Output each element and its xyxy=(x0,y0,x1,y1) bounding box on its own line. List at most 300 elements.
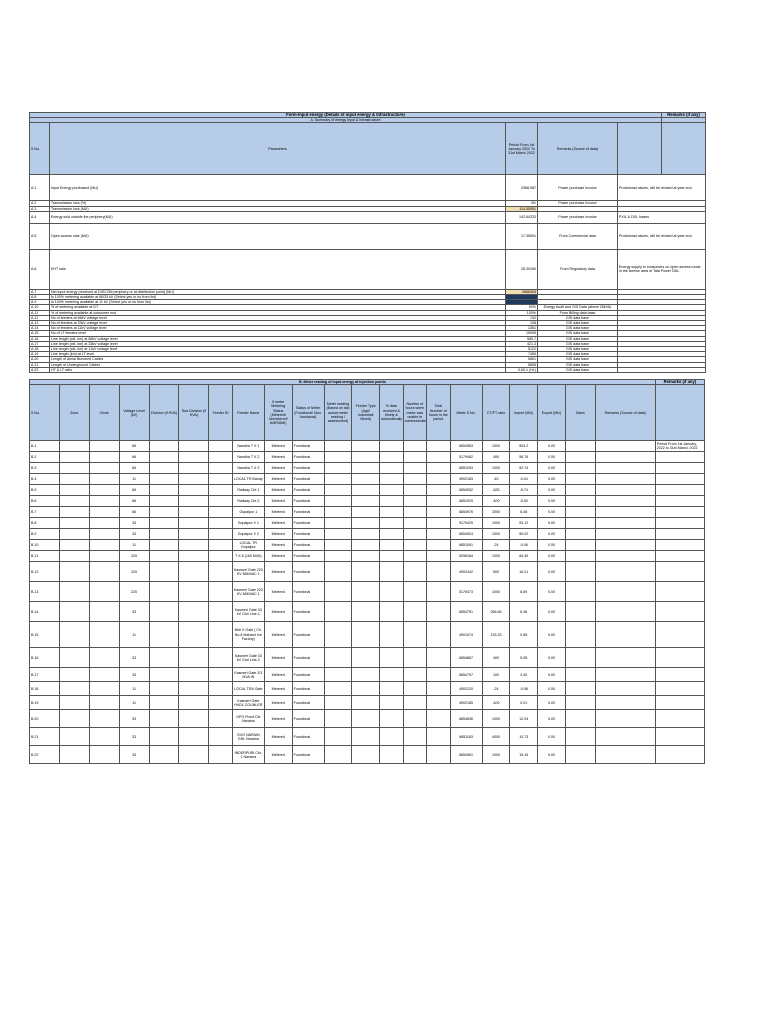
row-feeder-name: INDERPURI Ckt-1 Naraina xyxy=(232,746,264,764)
empty-cell xyxy=(149,507,179,518)
row-parameter: Input Energy purchased (MU) xyxy=(50,175,506,201)
empty-cell xyxy=(595,551,655,562)
row-sno: B.14 xyxy=(30,602,60,622)
row-export: 0.00 xyxy=(538,648,566,668)
row-sno: B.16 xyxy=(30,648,60,668)
empty-cell xyxy=(427,582,450,602)
empty-cell xyxy=(380,463,403,474)
empty-cell xyxy=(427,441,450,452)
empty-cell xyxy=(89,562,119,582)
row-meter-status: Functional xyxy=(292,452,324,463)
row-sno: A.11 xyxy=(30,310,50,315)
row-metering-status: Metered xyxy=(264,746,292,764)
empty-cell xyxy=(209,518,232,529)
row-sno: B.11 xyxy=(30,551,60,562)
row-value: 92% xyxy=(506,305,538,310)
row-remark xyxy=(655,622,704,648)
empty-cell xyxy=(179,696,209,710)
row-parameter: HT & LT ratio xyxy=(50,367,506,372)
row-feeder-name: Kasmeri Gate 2/3 MVA IN xyxy=(232,668,264,682)
row-ratio: -40 xyxy=(482,474,510,485)
row-metering-status: Metered xyxy=(264,507,292,518)
row-import: 52.74 xyxy=(510,463,538,474)
table-row xyxy=(30,441,705,452)
row-parameter: Line length (ckt. km) at 11kV voltage level xyxy=(50,347,506,352)
empty-cell xyxy=(427,682,450,696)
empty-cell xyxy=(324,728,352,746)
empty-cell xyxy=(149,602,179,622)
row-sno: A.6 xyxy=(30,249,50,289)
empty-cell xyxy=(565,551,595,562)
row-value: 100% xyxy=(506,310,538,315)
row-export: 0.00 xyxy=(538,622,566,648)
row-voltage: 66 xyxy=(119,485,149,496)
empty-cell xyxy=(324,518,352,529)
row-meter-status: Functional xyxy=(292,602,324,622)
table-row xyxy=(30,367,706,372)
row-import: 56.76 xyxy=(510,452,538,463)
row-meter-status: Functional xyxy=(292,682,324,696)
empty-cell xyxy=(403,529,426,540)
row-export: 0.00 xyxy=(538,540,566,551)
table-row xyxy=(30,562,705,582)
empty-cell xyxy=(179,529,209,540)
empty-cell xyxy=(209,485,232,496)
empty-cell xyxy=(427,507,450,518)
empty-cell xyxy=(352,474,380,485)
row-remark xyxy=(655,529,704,540)
empty-cell xyxy=(380,507,403,518)
empty-cell xyxy=(59,441,89,452)
row-import: 12.04 xyxy=(510,710,538,728)
row-value: 28.30160 xyxy=(506,249,538,289)
row-value: 0.60:1 (HL) xyxy=(506,367,538,372)
empty-cell xyxy=(149,696,179,710)
empty-cell xyxy=(427,648,450,668)
row-metering-status: Metered xyxy=(264,668,292,682)
row-meter-status: Functional xyxy=(292,582,324,602)
empty-cell xyxy=(403,682,426,696)
ratio-header: CT/PT ratio xyxy=(482,385,510,441)
empty-cell xyxy=(324,452,352,463)
empty-cell xyxy=(427,452,450,463)
row-export: 0.00 xyxy=(538,452,566,463)
row-remark xyxy=(655,474,704,485)
row-voltage: 11 xyxy=(119,540,149,551)
empty-cell xyxy=(427,485,450,496)
row-import: 503.2 xyxy=(510,441,538,452)
row-export: 0.00 xyxy=(538,496,566,507)
row-feeder-name: Gopalpur X 1 xyxy=(232,518,264,529)
empty-cell xyxy=(565,710,595,728)
row-import: 6.36 xyxy=(510,602,538,622)
row-ratio: 4000 xyxy=(482,728,510,746)
row-ratio: 400 xyxy=(482,452,510,463)
row-sno: A.1 xyxy=(30,175,50,201)
row-export: 0.00 xyxy=(538,582,566,602)
table-row xyxy=(30,622,705,648)
empty-cell xyxy=(179,507,209,518)
empty-cell xyxy=(324,551,352,562)
row-sno: B.3 xyxy=(30,463,60,474)
row-export: 0.00 xyxy=(538,602,566,622)
row-sno: B.7 xyxy=(30,507,60,518)
empty-cell xyxy=(179,551,209,562)
row-ratio: -625 xyxy=(482,485,510,496)
empty-cell xyxy=(352,728,380,746)
row-feeder-name: Railway Ckt 2 xyxy=(232,496,264,507)
empty-cell xyxy=(59,496,89,507)
import-header: Import (MU) xyxy=(510,385,538,441)
section-a-subtitle: A. Summary of energy input & Infrastructure xyxy=(30,118,662,123)
empty-cell xyxy=(59,452,89,463)
row-export: 0.00 xyxy=(538,682,566,696)
empty-cell xyxy=(595,582,655,602)
empty-cell xyxy=(352,485,380,496)
empty-cell xyxy=(595,622,655,648)
row-meter-sno: 6851029 xyxy=(450,496,482,507)
empty-cell xyxy=(179,496,209,507)
row-sno: A.19 xyxy=(30,352,50,357)
row-metering-status: Metered xyxy=(264,441,292,452)
row-source: GIS data base xyxy=(538,362,618,367)
row-metering-status: Metered xyxy=(264,452,292,463)
row-parameter: Open access sale (MU) xyxy=(50,223,506,249)
row-value: 585.7 xyxy=(506,336,538,341)
empty-cell xyxy=(403,710,426,728)
empty-cell xyxy=(403,582,426,602)
row-ratio: 500 xyxy=(482,562,510,582)
section-b-remarks-header: Remarks (if any) xyxy=(655,380,704,385)
empty-cell xyxy=(89,682,119,696)
row-meter-status: Functional xyxy=(292,518,324,529)
empty-cell xyxy=(380,551,403,562)
row-meter-sno: 6851183 xyxy=(450,728,482,746)
row-value: 5661 xyxy=(506,357,538,362)
empty-cell xyxy=(89,622,119,648)
row-source: GIS data base xyxy=(538,326,618,331)
row-import: 10.73 xyxy=(510,728,538,746)
row-remark xyxy=(655,648,704,668)
empty-cell xyxy=(352,518,380,529)
row-voltage: 33 xyxy=(119,648,149,668)
empty-cell xyxy=(179,682,209,696)
section-b-table xyxy=(29,379,705,764)
row-voltage: 220 xyxy=(119,551,149,562)
row-sno: A.2 xyxy=(30,201,50,206)
row-meter-sno: 4902120 xyxy=(450,682,482,696)
row-feeder-name: Kasmeri Gate 33 kV Civil Line-2 xyxy=(232,648,264,668)
row-value: 17.35091 xyxy=(506,223,538,249)
row-metering-status: Metered xyxy=(264,710,292,728)
table-row xyxy=(30,540,705,551)
empty-cell xyxy=(595,518,655,529)
empty-cell xyxy=(324,485,352,496)
empty-cell xyxy=(89,728,119,746)
empty-cell xyxy=(403,441,426,452)
row-meter-sno: 4902442 xyxy=(450,562,482,582)
empty-cell xyxy=(179,728,209,746)
row-value: 2666305 xyxy=(506,289,538,294)
empty-cell xyxy=(427,529,450,540)
empty-cell xyxy=(595,648,655,668)
empty-cell xyxy=(380,710,403,728)
empty-cell xyxy=(565,562,595,582)
table-row xyxy=(30,175,706,201)
row-voltage: 66 xyxy=(119,507,149,518)
empty-cell xyxy=(352,551,380,562)
empty-cell xyxy=(380,582,403,602)
row-export: 0.00 xyxy=(538,696,566,710)
table-row xyxy=(30,648,705,668)
row-remark xyxy=(655,602,704,622)
empty-cell xyxy=(403,485,426,496)
row-ratio: 400 xyxy=(482,648,510,668)
empty-cell xyxy=(89,529,119,540)
row-value: 421.3 xyxy=(506,341,538,346)
empty-cell xyxy=(352,696,380,710)
row-meter-sno: 4902183 xyxy=(450,474,482,485)
row-remark xyxy=(655,463,704,474)
row-meter-status: Functional xyxy=(292,668,324,682)
empty-cell xyxy=(179,710,209,728)
row-meter-sno: 5179462 xyxy=(450,452,482,463)
empty-cell xyxy=(209,562,232,582)
row-value: 132 xyxy=(506,315,538,320)
empty-cell xyxy=(324,602,352,622)
empty-cell xyxy=(427,474,450,485)
empty-cell xyxy=(380,648,403,668)
empty-cell xyxy=(595,463,655,474)
row-parameter: No of feeders at 33kV voltage level xyxy=(50,321,506,326)
row-metering-status: Metered xyxy=(264,463,292,474)
row-sno: A.3 xyxy=(30,206,50,211)
row-metering-status: Metered xyxy=(264,696,292,710)
row-meter-sno: 5296184 xyxy=(450,551,482,562)
empty-cell xyxy=(403,746,426,764)
empty-cell xyxy=(595,474,655,485)
empty-cell xyxy=(595,682,655,696)
row-voltage: 11 xyxy=(119,474,149,485)
row-parameter: EHT sale xyxy=(50,249,506,289)
empty-cell xyxy=(595,496,655,507)
row-metering-status: Metered xyxy=(264,648,292,668)
row-import: -0.04 xyxy=(510,474,538,485)
pct-data-header: % data received & timely & automatically xyxy=(380,385,403,441)
empty-cell xyxy=(179,562,209,582)
row-export: 0.00 xyxy=(538,562,566,582)
empty-cell xyxy=(149,648,179,668)
row-meter-status: Functional xyxy=(292,728,324,746)
row-import: 15.15 xyxy=(510,746,538,764)
row-parameter: % of metering available at consumer end xyxy=(50,310,506,315)
empty-cell xyxy=(149,728,179,746)
row-sno: B.10 xyxy=(30,540,60,551)
row-sno: A.22 xyxy=(30,367,50,372)
row-source: GIS data base xyxy=(538,347,618,352)
row-parameter: Length of Underground Cables xyxy=(50,362,506,367)
empty-cell xyxy=(380,562,403,582)
row-source: GIS data base xyxy=(538,367,618,372)
empty-cell xyxy=(380,696,403,710)
row-import: -5.74 xyxy=(510,485,538,496)
empty-cell xyxy=(565,622,595,648)
empty-cell xyxy=(595,452,655,463)
empty-cell xyxy=(149,551,179,562)
empty-cell xyxy=(565,529,595,540)
row-meter-sno: 4901074 xyxy=(450,622,482,648)
empty-cell xyxy=(149,452,179,463)
empty-cell xyxy=(427,496,450,507)
row-meter-status: Functional xyxy=(292,485,324,496)
row-source: From Billing data base xyxy=(538,310,618,315)
empty-cell xyxy=(89,668,119,682)
row-remark xyxy=(655,696,704,710)
row-meter-status: Functional xyxy=(292,507,324,518)
empty-cell xyxy=(149,622,179,648)
row-metering-status: Metered xyxy=(264,540,292,551)
empty-cell xyxy=(427,710,450,728)
empty-cell xyxy=(209,551,232,562)
empty-cell xyxy=(89,452,119,463)
row-ratio: 1000 xyxy=(482,463,510,474)
table-row xyxy=(30,682,705,696)
empty-cell xyxy=(209,582,232,602)
empty-cell xyxy=(89,463,119,474)
circle-header: Circle xyxy=(89,385,119,441)
row-parameter: No of feeders at 11kV voltage level xyxy=(50,326,506,331)
empty-cell xyxy=(352,496,380,507)
spreadsheet xyxy=(29,112,705,764)
empty-cell xyxy=(179,648,209,668)
row-remark: Provisional values, will be revised at year end. xyxy=(618,175,706,201)
row-meter-sno: 6851053 xyxy=(450,463,482,474)
row-voltage: 33 xyxy=(119,710,149,728)
empty-cell xyxy=(149,562,179,582)
empty-cell xyxy=(149,682,179,696)
row-parameter: Length of Aerial Bunched Cables xyxy=(50,357,506,362)
row-source: Energy Audit and GIS Data (above 25kVA) xyxy=(538,305,618,310)
row-meter-sno: 6854791 xyxy=(450,602,482,622)
row-remark xyxy=(655,728,704,746)
feeder-name-header: Feeder Name xyxy=(232,385,264,441)
row-import: 0.01 xyxy=(510,696,538,710)
empty-cell xyxy=(565,507,595,518)
empty-cell xyxy=(352,463,380,474)
empty-cell xyxy=(427,518,450,529)
empty-cell xyxy=(380,452,403,463)
empty-cell xyxy=(179,582,209,602)
row-value: 7485 xyxy=(506,352,538,357)
row-meter-status: Functional xyxy=(292,648,324,668)
section-a-table xyxy=(29,112,706,373)
empty-cell xyxy=(324,496,352,507)
row-sno: B.22 xyxy=(30,746,60,764)
empty-cell xyxy=(380,540,403,551)
row-metering-status: Metered xyxy=(264,551,292,562)
row-parameter: Line length (ckt. km) at 66kV voltage level xyxy=(50,336,506,341)
row-ratio: 2000 xyxy=(482,507,510,518)
row-remark xyxy=(655,551,704,562)
empty-cell xyxy=(380,602,403,622)
row-remark xyxy=(655,452,704,463)
empty-cell xyxy=(380,485,403,496)
row-ratio: 266.66 xyxy=(482,602,510,622)
row-feeder-name: Railway Ckt 1 xyxy=(232,485,264,496)
empty-cell xyxy=(149,474,179,485)
row-sno: B.6 xyxy=(30,496,60,507)
empty-cell xyxy=(209,668,232,682)
empty-cell xyxy=(403,474,426,485)
empty-cell xyxy=(380,474,403,485)
empty-cell xyxy=(324,622,352,648)
reading-type-header: Meter reading (Based on last actual meter reading / assessment) xyxy=(324,385,352,441)
row-source: GIS data base xyxy=(538,331,618,336)
row-meter-sno: 5179429 xyxy=(450,518,482,529)
row-parameter: Net input energy (received at DISCOM periphery or at distribution point) (MU) xyxy=(50,289,506,294)
row-meter-status: Functional xyxy=(292,474,324,485)
empty-cell xyxy=(595,710,655,728)
row-import: 84.49 xyxy=(510,551,538,562)
empty-cell xyxy=(179,485,209,496)
empty-cell xyxy=(380,622,403,648)
row-sno: A.10 xyxy=(30,305,50,310)
empty-cell xyxy=(59,746,89,764)
empty-cell xyxy=(59,696,89,710)
empty-cell xyxy=(595,668,655,682)
empty-cell xyxy=(179,622,209,648)
row-ratio: 1000 xyxy=(482,551,510,562)
row-export: 0.00 xyxy=(538,518,566,529)
row-sno: B.19 xyxy=(30,696,60,710)
empty-cell xyxy=(595,540,655,551)
empty-cell xyxy=(565,696,595,710)
empty-cell xyxy=(209,682,232,696)
row-meter-status: Functional xyxy=(292,696,324,710)
table-row xyxy=(30,582,705,602)
row-remark xyxy=(655,582,704,602)
row-ratio: -400 xyxy=(482,496,510,507)
row-sno: B.18 xyxy=(30,682,60,696)
empty-cell xyxy=(352,622,380,648)
empty-cell xyxy=(324,710,352,728)
row-sno: A.7 xyxy=(30,289,50,294)
table-row xyxy=(30,710,705,728)
empty-cell xyxy=(209,622,232,648)
row-sno: A.12 xyxy=(30,315,50,320)
row-import: 16.21 xyxy=(510,562,538,582)
empty-cell xyxy=(565,668,595,682)
row-export: 0.00 xyxy=(538,746,566,764)
row-parameter: Is 100% metering available at 11 kV (Select yes or no from list) xyxy=(50,300,506,305)
empty-cell xyxy=(59,710,89,728)
row-ratio: 1000 xyxy=(482,582,510,602)
empty-cell xyxy=(380,518,403,529)
row-export: 0.00 xyxy=(538,474,566,485)
row-parameter: Transmission loss (%) xyxy=(50,201,506,206)
row-remark xyxy=(655,507,704,518)
empty-cell xyxy=(149,485,179,496)
row-meter-status: Functional xyxy=(292,529,324,540)
row-meter-sno: 6854963 xyxy=(450,441,482,452)
empty-cell xyxy=(352,452,380,463)
empty-cell xyxy=(380,746,403,764)
row-sno: A.18 xyxy=(30,347,50,352)
row-sno: B.21 xyxy=(30,728,60,746)
row-export: 0.00 xyxy=(538,463,566,474)
row-value: 108 xyxy=(506,321,538,326)
row-remark: PXIL & DSL losses xyxy=(618,211,706,223)
